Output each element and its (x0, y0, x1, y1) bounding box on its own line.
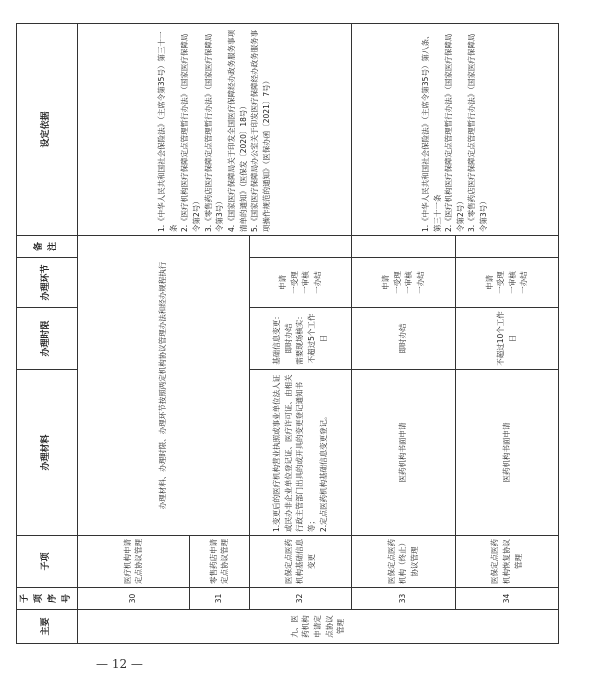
item-no: 30 (77, 588, 189, 610)
materials: 1.变更后的医疗机构营业执照或事业单位法人证或民办非企业单位登记证、医疗许可证、由相关行政主管部门出具的或开具的变更登记通知书等； 2.定点医药机构基础信息变更登记。 (249, 370, 351, 536)
header-sub-item: 子项 (17, 536, 78, 588)
header-steps: 办理环节 (17, 258, 78, 308)
sub-item: 医疗机构申请定点协议管理 (77, 536, 189, 588)
table-row (77, 24, 189, 644)
steps: 申请 一受理 一审核 一办结 (455, 258, 558, 308)
page-number: — 12 — (96, 657, 143, 671)
remarks (455, 236, 558, 258)
sub-item: 零售药店申请定点协议管理 (189, 536, 249, 588)
sub-item: 医保定点医药机构恢复协议管理 (455, 536, 558, 588)
merged-note: 办理材料、办理时限、办理环节按照两定机构协议管理办法和经办规程执行 (77, 236, 249, 536)
header-item-no: 子项序号 (17, 588, 78, 610)
sub-item: 医保定点医药机构（终止）协议管理 (351, 536, 455, 588)
time-limit: 即时办结 (351, 308, 455, 370)
table-row (351, 24, 455, 644)
remarks (249, 236, 351, 258)
sub-item: 医保定点医药机构基础信息变更 (249, 536, 351, 588)
header-materials: 办理材料 (17, 370, 78, 536)
remarks (351, 236, 455, 258)
time-limit: 基础信息变更：即时办结 需要现场核实：不超过5个工作日 (249, 308, 351, 370)
item-no: 31 (189, 588, 249, 610)
item-no: 32 (249, 588, 351, 610)
header-remarks: 备注 (17, 236, 78, 258)
header-basis: 设定依据 (17, 24, 78, 236)
header-time-limit: 办理时限 (17, 308, 78, 370)
time-limit: 不超过10个工作日 (455, 308, 558, 370)
steps: 申请 一受理 一审核 一办结 (351, 258, 455, 308)
materials: 医药机构书面申请 (455, 370, 558, 536)
basis-shared: 1.《中华人民共和国社会保险法》（主席令第35号）第三十一条 2.《医疗机构医疗保障定点管理暂行办法》（国家医疗保障局令第2号） 3.《零售药店医疗保障定点管理暂行办法》（国家医疗保障局令第3号） 4.《国家医疗保障局关于印发全国医疗保障经办政务服务事项清单的通知》（医保发〔2020〕18号） 5.《国家医疗保障局办公室关于印发医疗保障经办政务服务事项操作规范的通知》（医保办函〔2021〕7号） (77, 24, 351, 236)
steps: 申请 一受理 一审核 一办结 (249, 258, 351, 308)
item-no: 34 (455, 588, 558, 610)
item-no: 33 (351, 588, 455, 610)
materials: 医药机构书面申请 (351, 370, 455, 536)
header-row (17, 24, 78, 644)
basis-33-34: 1.《中华人民共和国社会保险法》（主席令第35号）第八条、第三十一条 2.《医疗机构医疗保障定点管理暂行办法》（国家医疗保障局令第2号） 3.《零售药店医疗保障定点管理暂行办法》（国家医疗保障局令第3号） (351, 24, 558, 236)
category-cell: 九、医药机构申请定点协议管理 (77, 610, 558, 644)
service-table (16, 23, 559, 644)
header-category: 主要 (17, 610, 78, 644)
